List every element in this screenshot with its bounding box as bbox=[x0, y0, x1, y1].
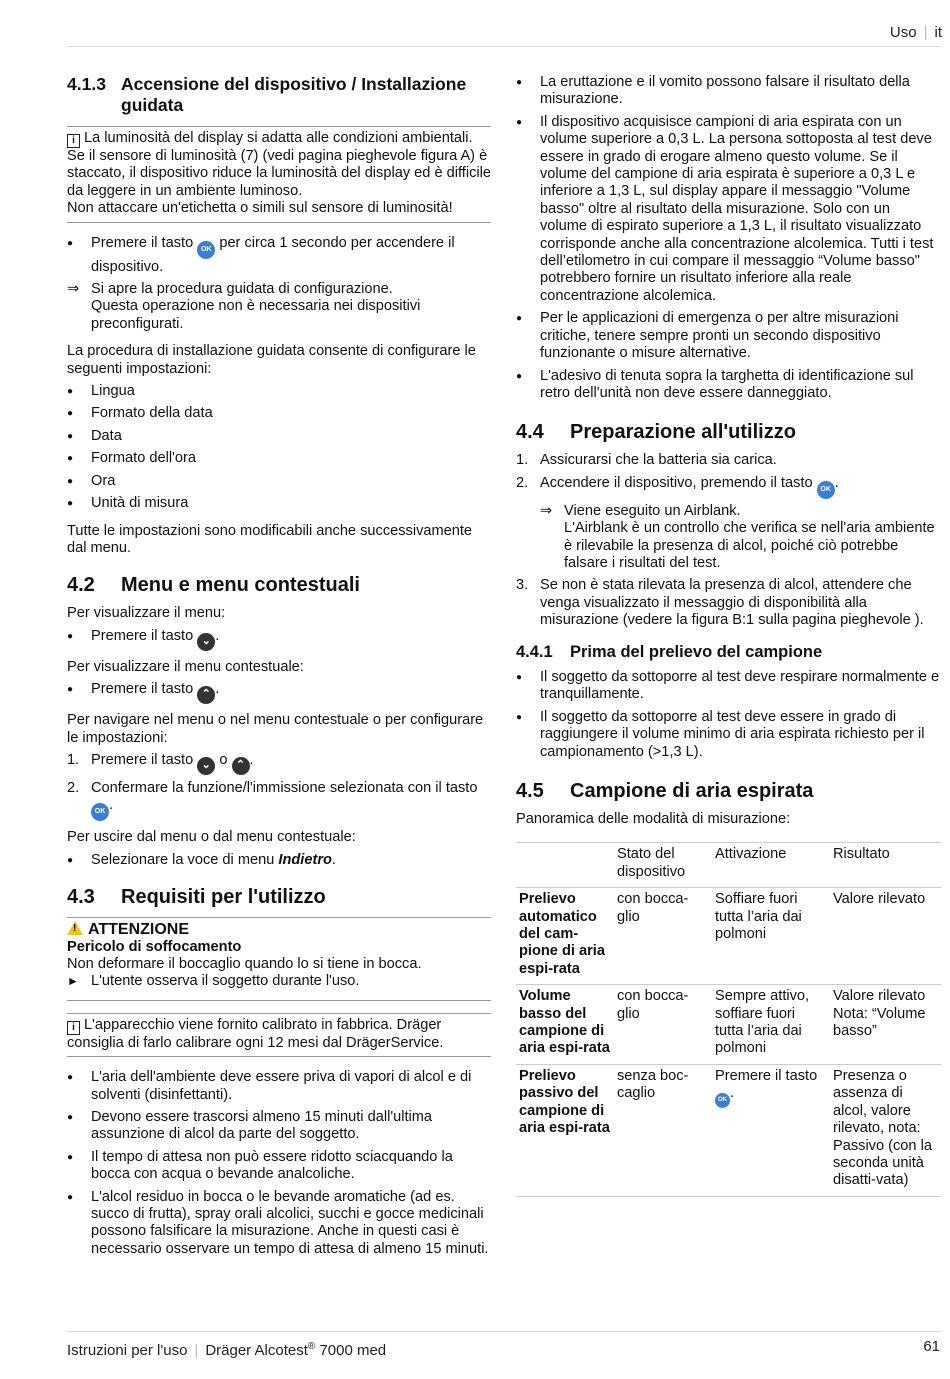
ctx-press-step: ● Premere il tasto ⌃ . bbox=[67, 681, 491, 704]
page-header: Uso | it bbox=[889, 24, 942, 41]
list-item: ● La eruttazione e il vomito possono falsare il risultato della misurazione. bbox=[516, 74, 940, 109]
info-box-brightness: i La luminosità del display si adatta alle condizioni ambientali. Se il sensore di luminosità (7) (vedi pagina pieghevole figura A) è staccato, il dispositivo riduce la luminosità del display ed è difficile da leggere in un ambiente luminoso. Non attaccare un'etichetta o simili sul sensore di luminosità! bbox=[67, 126, 491, 223]
list-item: ● Il dispositivo acquisisce campioni di aria espirata con un volume superiore a 0,3 L. La persona sottoposta al test deve essere in grado di erogare almeno questo volume. Se il volume del campione di aria espirata è superiore a 0,3 L e inferiore a 1,3 L, sul display appare il messaggio "Volume basso" oltre al risultato della misurazione. Solo con un volume di espirato superiore a 1,3 L, il risultato visualizzato corrisponde anche alla concentrazione alcolemica. Tutti i test dell’etilometro in cui compare il messaggio “Volume basso" potrebbero fornire un risultato inferiore alla reale concentrazione alcolemica. bbox=[516, 114, 940, 305]
table-row: Volume basso del campione di aria espi-rata con bocca-glio Sempre attivo, soffiare fuori tutta l’aria dai polmoni Valore rilevato Nota: “Volume basso” bbox=[516, 985, 941, 1065]
section-4-3-heading: 4.3 Requisiti per l'utilizzo bbox=[67, 886, 326, 909]
result-wizard-opens: ⇒ Si apre la procedura guidata di configurazione. Questa operazione non è necessaria nei dispositivi preconfigurati. bbox=[67, 281, 421, 332]
prep-step-1: 1. Assicurarsi che la batteria sia carica. bbox=[516, 452, 777, 469]
ok-button-icon: OK bbox=[197, 241, 215, 259]
column-header: Stato del dispositivo bbox=[617, 846, 686, 880]
list-item: ● Il tempo di attesa non può essere ridotto sciacquando la bocca con acqua o bevande analcoliche. bbox=[67, 1149, 491, 1184]
header-section: Uso bbox=[889, 24, 917, 41]
list-item: ● Lingua bbox=[67, 383, 491, 400]
conditions-list bbox=[516, 74, 940, 402]
chevron-up-icon: ⌃ bbox=[197, 686, 215, 704]
config-outro: Tutte le impostazioni sono modificabili anche successivamente dal menu. bbox=[67, 522, 473, 556]
info-icon: i bbox=[67, 134, 80, 148]
section-4-4-1-heading: 4.4.1 Prima del prelievo del campione bbox=[516, 642, 823, 661]
exit-step: ● Selezionare la voce di menu Indietro. bbox=[67, 852, 491, 869]
warning-icon: ! bbox=[67, 921, 83, 935]
column-header: Risultato bbox=[833, 846, 890, 863]
section-4-2-heading: 4.2 Menu e menu contestuali bbox=[67, 574, 360, 597]
info-icon: i bbox=[67, 1021, 80, 1035]
config-intro: La procedura di installazione guidata consente di configurare le seguenti impostazioni: bbox=[67, 343, 476, 377]
footer-doc-type: Istruzioni per l'uso bbox=[67, 1342, 188, 1359]
nav-intro: Per navigare nel menu o nel menu contestuale o per configurare le impostazioni: bbox=[67, 712, 484, 746]
prep-step-3: 3. Se non è stata rilevata la presenza di alcol, attendere che venga visualizzato il messaggio di disponibilità alla misurazione (vedere la figura B:1 sulla pagina pieghevole ). bbox=[516, 577, 924, 629]
section-4-4-heading: 4.4 Preparazione all'utilizzo bbox=[516, 421, 796, 444]
page-footer: Istruzioni per l'uso | Dräger Alcotest® 7000 med 61 bbox=[67, 1338, 940, 1359]
left-column bbox=[67, 74, 491, 1263]
table-row: Prelievo automatico del cam-pione di aria espi-rata con bocca-glio Soffiare fuori tutta l’aria dai polmoni Valore rilevato bbox=[516, 888, 941, 985]
list-item: ● L'alcol residuo in bocca o le bevande aromatiche (ad es. succo di frutta), spray orali alcolici, succhi e gocce medicinali possono falsificare la misurazione. Anche in questi casi è necessario osservare un tempo di attesa di almeno 15 minuti. bbox=[67, 1189, 491, 1259]
list-item: ● Formato della data bbox=[67, 405, 491, 422]
list-item: ● L'aria dell'ambiente deve essere priva di vapori di alcol e di solventi (disinfettanti). bbox=[67, 1069, 491, 1104]
result-airblank: ⇒ Viene eseguito un Airblank. L'Airblank è un controllo che verifica se nell'aria ambiente è rilevabile la presenza di alcol, poiché ciò potrebbe falsare i risultati del test. bbox=[540, 502, 935, 571]
section-4-5-heading: 4.5 Campione di aria espirata bbox=[516, 780, 814, 802]
page-number: 61 bbox=[923, 1338, 940, 1355]
list-item: ● Unità di misura bbox=[67, 495, 491, 512]
list-item: ● Ora bbox=[67, 473, 491, 490]
nav-step-2: 2. Confermare la funzione/l'immissione selezionata con il tasto OK . bbox=[67, 780, 491, 821]
exit-intro: Per uscire dal menu o dal menu contestuale: bbox=[67, 829, 356, 846]
measurement-modes-table bbox=[516, 842, 941, 1196]
table-intro: Panoramica delle modalità di misurazione: bbox=[516, 811, 791, 827]
chevron-up-icon: ⌃ bbox=[232, 757, 250, 775]
chevron-down-icon: ⌄ bbox=[197, 757, 215, 775]
list-item: ● Data bbox=[67, 428, 491, 445]
column-header: Attivazione bbox=[715, 846, 787, 863]
prep-step-2: 2. Accendere il dispositivo, premendo il tasto OK . ⇒ Viene eseguito un Airblank. L'Airblank è un controllo che verifica se nell'aria ambiente è rilevabile la presenza di alcol, poiché ciò potrebbe falsare i risultati del test. bbox=[516, 475, 940, 573]
right-column bbox=[516, 74, 940, 1197]
menu-press-step: ● Premere il tasto ⌄ . bbox=[67, 628, 491, 651]
requirements-list bbox=[67, 1069, 491, 1258]
list-item: ● Formato dell'ora bbox=[67, 450, 491, 467]
warning-box: ! ATTENZIONE Pericolo di soffocamento Non deformare il boccaglio quando lo si tiene in bocca. ► L'utente osserva il soggetto durante l'uso. bbox=[67, 917, 491, 1001]
footer-product: Dräger Alcotest bbox=[205, 1342, 308, 1359]
nav-step-1: 1. Premere il tasto ⌄ o ⌃ . bbox=[67, 752, 491, 775]
table-row: Prelievo passivo del campione di aria espi-rata senza boc-caglio Premere il tasto OK . Presenza o assenza di alcol, valore rilevato, nota: Passivo (con la seconda unità disatti-vata) bbox=[516, 1064, 941, 1196]
ok-button-icon: OK bbox=[91, 803, 109, 821]
header-divider bbox=[66, 46, 942, 47]
list-item: ● Il soggetto da sottoporre al test deve respirare normalmente e tranquillamente. bbox=[516, 669, 940, 704]
list-item: ● L'adesivo di tenuta sopra la targhetta di identificazione sul retro dell'unità non deve essere danneggiato. bbox=[516, 368, 940, 403]
menu-show-text: Per visualizzare il menu: bbox=[67, 605, 226, 622]
list-item: ● Il soggetto da sottoporre al test deve essere in grado di raggiungere il volume minimo di aria espirata richiesto per il campionamento (>1,3 L). bbox=[516, 709, 940, 761]
settings-list bbox=[67, 383, 491, 512]
list-item: ● Per le applicazioni di emergenza o per altre misurazioni critiche, tenere sempre pronti un secondo dispositivo funzionante o misure alternative. bbox=[516, 310, 940, 362]
step-switch-on: ● Premere il tasto OK per circa 1 secondo per accendere il dispositivo. bbox=[67, 235, 491, 276]
ctx-show-text: Per visualizzare il menu contestuale: bbox=[67, 658, 304, 675]
footer-divider bbox=[66, 1331, 942, 1332]
section-4-1-3-heading: 4.1.3 Accensione del dispositivo / Installazione guidata bbox=[67, 74, 467, 115]
ok-button-icon: OK bbox=[715, 1093, 730, 1108]
info-box-calibration: i L'apparecchio viene fornito calibrato in fabbrica. Dräger consiglia di farlo calibrare ogni 12 mesi dal DrägerService. bbox=[67, 1013, 491, 1057]
table-header-row bbox=[516, 843, 941, 888]
header-lang: it bbox=[934, 24, 942, 41]
before-sampling-list bbox=[516, 669, 940, 761]
ok-button-icon: OK bbox=[817, 481, 835, 499]
list-item: ● Devono essere trascorsi almeno 15 minuti dall'ultima assunzione di alcol da parte del soggetto. bbox=[67, 1109, 491, 1144]
chevron-down-icon: ⌄ bbox=[197, 633, 215, 651]
